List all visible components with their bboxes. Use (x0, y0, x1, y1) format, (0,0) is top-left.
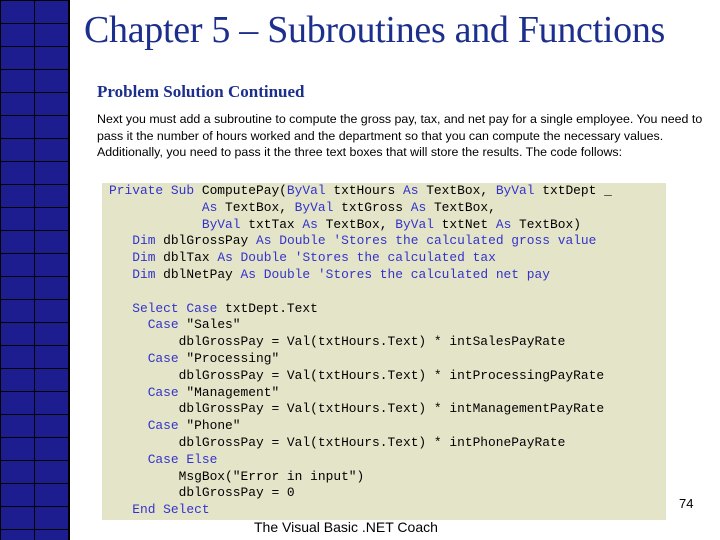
code-keyword: As Double (240, 266, 311, 282)
code-text: txtNet (433, 216, 496, 232)
code-text: dblNetPay (155, 266, 241, 282)
code-line (109, 183, 612, 198)
code-text (109, 317, 148, 332)
page-number: 74 (679, 496, 694, 511)
code-text: dblGrossPay (155, 233, 257, 249)
code-comment: 'Stores the calculated net pay (317, 266, 550, 282)
code-text: dblGrossPay = Val(txtHours.Text) * intPhonePayRate (109, 434, 566, 450)
sidebar-decoration (0, 0, 68, 540)
code-keyword: Case (147, 418, 179, 434)
code-keyword: As (201, 199, 218, 215)
sidebar-divider (68, 0, 70, 540)
code-line (109, 250, 496, 265)
slide-title: Chapter 5 – Subroutines and Functions (84, 9, 666, 51)
code-text: dblTax (155, 250, 218, 266)
code-line (109, 502, 210, 517)
code-text (109, 200, 202, 215)
code-text: MsgBox("Error in input") (109, 468, 365, 484)
footer-text: The Visual Basic .NET Coach (254, 519, 438, 535)
code-line (109, 200, 496, 215)
code-text (109, 351, 148, 366)
code-text: TextBox, (418, 183, 496, 198)
code-text (109, 267, 132, 282)
code-text: TextBox) (511, 216, 581, 232)
code-line (109, 385, 279, 400)
code-text (109, 502, 132, 517)
code-text: txtDept _ (534, 183, 612, 198)
code-keyword: ByVal (294, 199, 334, 215)
code-text: "Processing" (178, 350, 280, 366)
code-keyword: Case Else (147, 451, 218, 467)
code-keyword: As (402, 183, 419, 198)
code-keyword: As (410, 199, 427, 215)
code-text: "Management" (178, 384, 280, 400)
code-keyword: ByVal (201, 216, 241, 232)
code-block (109, 183, 612, 519)
code-text (109, 217, 202, 232)
code-text: txtDept.Text (217, 300, 318, 316)
code-text (109, 418, 148, 433)
code-keyword: As (302, 216, 318, 232)
code-keyword: Case (147, 317, 179, 333)
code-line (109, 317, 241, 332)
code-line (109, 351, 279, 366)
code-keyword: Select Case (132, 300, 218, 316)
code-line (109, 418, 241, 433)
code-text (109, 452, 148, 467)
code-keyword: Dim (132, 266, 156, 282)
code-text: dblGrossPay = Val(txtHours.Text) * intProcessingPayRate (109, 367, 605, 383)
slide-subtitle: Problem Solution Continued (97, 82, 305, 101)
code-keyword: Case (147, 384, 179, 400)
code-keyword: ByVal (395, 216, 434, 232)
code-line (109, 334, 565, 349)
code-keyword: Dim (132, 233, 156, 249)
code-text: dblGrossPay = Val(txtHours.Text) * intSalesPayRate (109, 334, 566, 350)
code-keyword: ByVal (286, 183, 326, 198)
code-text: TextBox, (217, 199, 295, 215)
code-keyword: Case (147, 350, 179, 366)
code-line (109, 435, 565, 450)
code-text: TextBox, (317, 216, 396, 232)
code-keyword: As Double (256, 233, 326, 249)
code-text (109, 301, 132, 316)
body-paragraph: Next you must add a subroutine to compute the gross pay, tax, and net pay for a single employee. You need to pass it the number of hours worked and the department so that you can compute the necessary values. Additionally, you need to pass it the three text boxes that will store the results. The code follows: (97, 112, 703, 160)
code-line (109, 267, 550, 282)
code-keyword: Private Sub (109, 183, 195, 198)
code-text (287, 250, 295, 265)
code-text (109, 233, 132, 248)
code-text: "Phone" (178, 418, 241, 434)
code-text: dblGrossPay = Val(txtHours.Text) * intManagementPayRate (109, 401, 605, 417)
code-text: txtHours (325, 183, 403, 198)
code-keyword: Dim (132, 250, 156, 266)
code-line (109, 452, 217, 467)
code-line (109, 469, 364, 484)
code-line (109, 233, 596, 248)
code-text (109, 250, 132, 265)
code-line (109, 301, 318, 316)
code-keyword: End Select (132, 502, 210, 518)
code-text (109, 385, 148, 400)
code-comment: 'Stores the calculated tax (294, 250, 496, 266)
code-text: TextBox, (426, 199, 496, 215)
code-text: txtGross (333, 199, 411, 215)
code-comment: 'Stores the calculated gross value (333, 233, 597, 249)
code-text: dblGrossPay = 0 (109, 485, 295, 501)
code-line (109, 401, 604, 416)
code-keyword: As (495, 216, 512, 232)
code-line (109, 217, 581, 232)
code-text: ComputePay( (194, 183, 287, 198)
code-keyword: As Double (217, 250, 287, 266)
code-line (109, 485, 295, 500)
code-text: txtTax (240, 216, 303, 232)
code-text: "Sales" (178, 317, 241, 333)
code-keyword: ByVal (495, 183, 535, 198)
code-text (310, 267, 318, 282)
code-line (109, 368, 604, 383)
